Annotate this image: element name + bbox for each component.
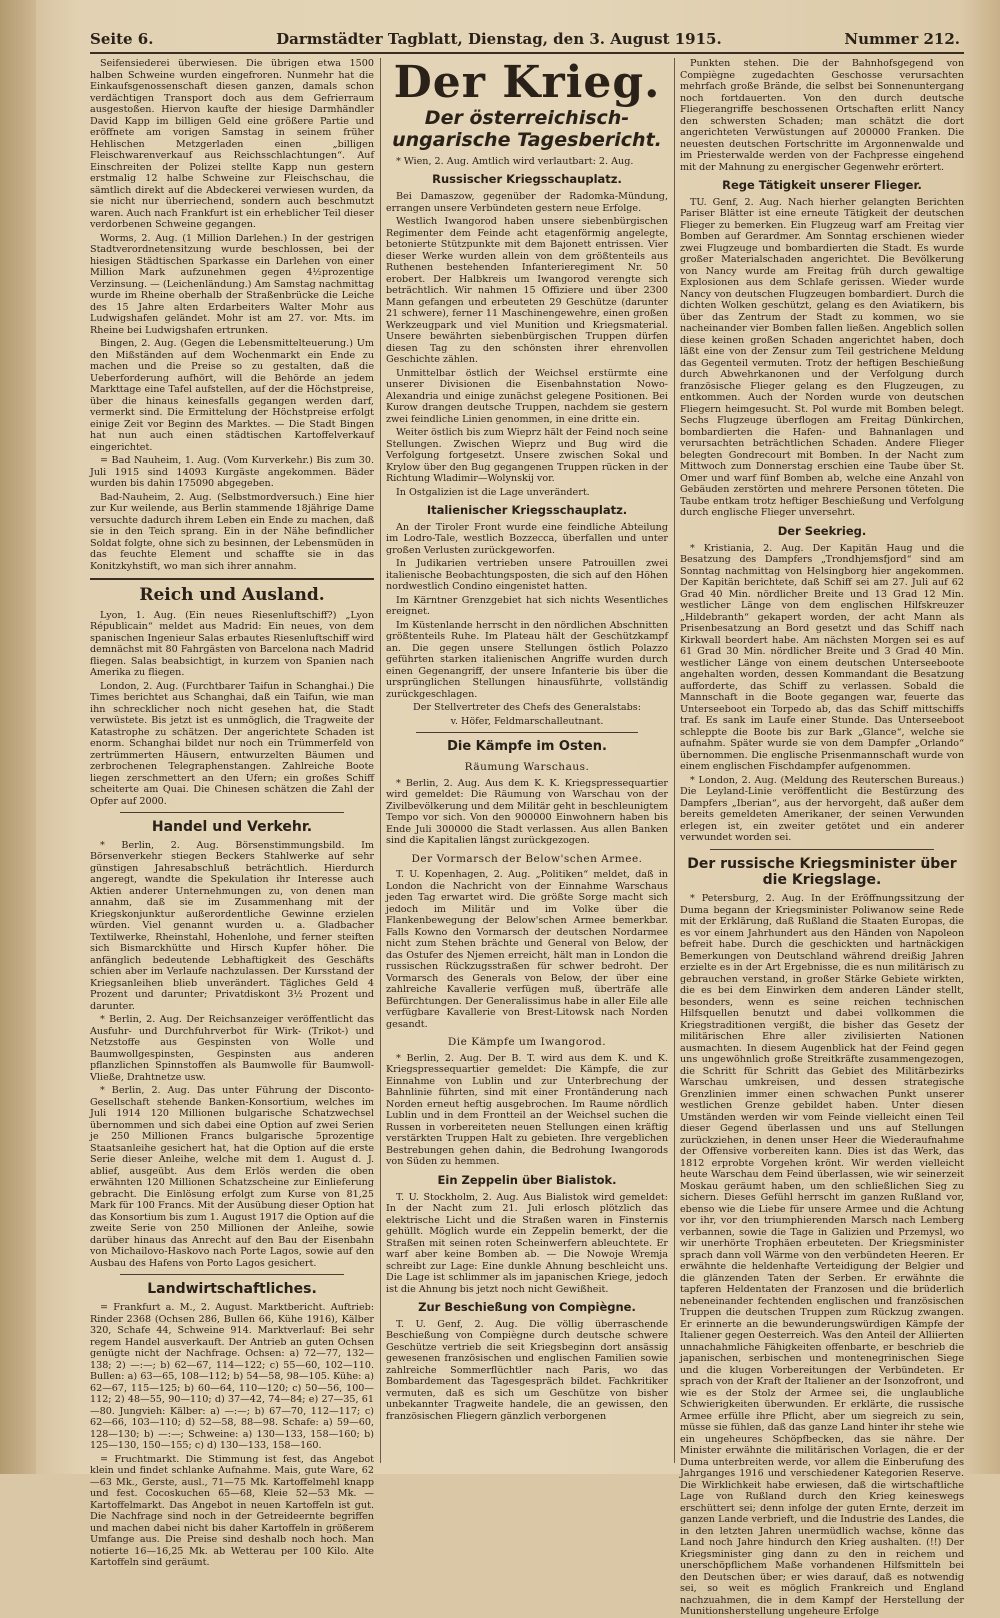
section-heading-russischer-kriegsminister: Der russische Kriegsminister über die Kriegslage. bbox=[687, 855, 957, 889]
column-middle bbox=[386, 58, 668, 1468]
section-heading-russischer-kriegsschauplatz: Russischer Kriegsschauplatz. bbox=[432, 172, 622, 187]
article-paragraph: * Berlin, 2. Aug. Das unter Führung der Disconto-Gesellschaft stehende Banken-Konsortium, welches im Juli 1914 120 Millionen bulgarische Schatzwechsel übernommen und sich dabei eine Option auf zwei Serien je 250 Millionen Francs bulgarische 5prozentige Staatsanleihe gesichert hat, hat die Option auf die erste Serie dieser Anleihe, welche mit dem 1. August d. J. ablief, ausgeübt. Aus dem Erlös werden die oben erwähnten 120 Millionen Schatzscheine zur Einlieferung gebracht. Die Einlösung erfolgt zum Kurse von 81,25 Mark für 100 Francs. Mit der Ausübung dieser Option hat das Konsortium bis zum 1. August 1917 die Option auf die zweite Serie von 250 Millionen der Anleihe, sowie darüber hinaus das Anrecht auf den Bau der Eisenbahn von Michailovo-Haskovo nach Porte Lagos, sowie auf den Ausbau des Hafens von Porto Lagos gesichert. bbox=[90, 1085, 374, 1269]
section-rule bbox=[90, 578, 374, 580]
article-paragraph: Bingen, 2. Aug. (Gegen die Lebensmittelteuerung.) Um den Mißständen auf dem Wochenmarkt ein Ende zu machen und die Preise so zu gestalten, daß die Ueberforderung aufhört, will die Behörde an jedem Markttage eine Tafel aufstellen, auf der die Höchstpreise, über die hinaus keinesfalls gegangen werden darf, vermerkt sind. Die Ermittelung der Höchstpreise erfolgt einige Zeit vor Beginn des Marktes. — Die Stadt Bingen hat nun auch einen städtischen Kartoffelverkauf eingerichtet. bbox=[90, 338, 374, 453]
page-number: Seite 6. bbox=[90, 30, 154, 48]
main-headline: Der Krieg. bbox=[393, 57, 661, 108]
section-rule bbox=[120, 1274, 344, 1275]
article-paragraph: Unmittelbar östlich der Weichsel erstürmte eine unserer Divisionen die Eisenbahnstation Nowo-Alexandria und einige zunächst gelegene Positionen. Bei Kurow drangen deutsche Truppen, nachdem sie gestern zwei feindliche Linien genommen, in eine dritte ein. bbox=[386, 367, 668, 425]
article-paragraph: TU. Genf, 2. Aug. Nach hierher gelangten Berichten Pariser Blätter ist eine erneute Tätigkeit der deutschen Flieger zu bemerken. Ein Flugzeug warf am Freitag vier Bomben auf Gerardmer. Am Sonntag erschienen wieder zwei Flugzeuge und bombardierten die Stadt. Es wurde großer Materialschaden angerichtet. Die Bevölkerung von Nancy wurde am Freitag früh durch gewaltige Explosionen aus dem Schlafe gerissen. Wieder wurde Nancy von deutschen Flugzeugen bombardiert. Durch die dichten Wolken geschützt, gelang es den Aviatikern, bis über das Zentrum der Stadt zu kommen, wo sie nacheinander vier Bomben fallen ließen. Angeblich sollen diese keinen großen Schaden angerichtet haben, doch läßt eine von der Zensur zum Teil gestrichene Meldung das Gegenteil vermuten. Trotz der heftigen Beschießung durch Abwehrkanonen und der Verfolgung durch französische Flieger gelang es den Flugzeugen, zu entkommen. Auch der Norden wurde von deutschen Fliegern heimgesucht. St. Pol wurde mit Bomben belegt. Sechs Flugzeuge überflogen am Freitag Dünkirchen, bombardierten die Hafen- und Bahnanlagen und verursachten beträchtlichen Schaden. Andere Flieger belegten Gondrecourt mit Bomben. In der Nacht zum Mittwoch zum Donnerstag erschien eine Taube über St. Omer und warf fünf Bomben ab, welche eine Anzahl von Gebäuden zerstörten und mehrere Personen töteten. Die Taube entkam trotz heftiger Beschießung und Verfolgung durch englische Flieger unversehrt. bbox=[680, 196, 964, 519]
article-paragraph: = Bad Nauheim, 1. Aug. (Vom Kurverkehr.) Bis zum 30. Juli 1915 sind 14093 Kurgäste angekommen. Bäder wurden bis dahin 175090 abgegeben. bbox=[90, 455, 374, 489]
issue-number: Nummer 212. bbox=[844, 30, 960, 48]
article-paragraph: * Kristiania, 2. Aug. Der Kapitän Haug und die Besatzung des Dampfers „Trondhjemsfjord“ sind am Sonntag nachmittag von Helsingborg hier angekommen. Der Kapitän berichtete, daß Schiff sei am 27. Juli auf 62 Grad 40 Min. nördlicher Breite und 13 Grad 12 Min. westlicher Länge von dem englischen Hilfskreuzer „Hildebranth“ gekapert worden, der acht Mann als Prisenbesatzung an Bord gesetzt und das Schiff nach Kirkwall beordert habe. Am nächsten Morgen sei es auf 61 Grad 30 Min. nördlicher Breite und 3 Grad 40 Min. westlicher Länge von einem deutschen Unterseeboote angehalten worden, dessen Kommandant die Besatzung aufforderte, das Schiff zu verlassen. Sobald die Mannschaft in die Boote gegangen war, feuerte das Unterseeboot ein Torpedo ab, das das Schiff mittschiffs traf. Es sank im Laufe einer Stunde. Das Unterseeboot schleppte die Boote bis zur Bark „Glance“, welche sie aufnahm. Später wurde sie von dem Dampfer „Orlando“ übernommen. Die englische Prisenmannschaft wurde von einem englischen Fischdampfer aufgenommen. bbox=[680, 542, 964, 773]
column-divider bbox=[674, 58, 675, 1463]
article-paragraph: T. U. Stockholm, 2. Aug. Aus Bialistok wird gemeldet: In der Nacht zum 21. Juli erlosch plötzlich das elektrische Licht und die Straßen waren in Finsternis gehüllt. Möglich wurde ein Zeppelin bemerkt, der die Straßen mit seinen roten Scheinwerfern ableuchtete. Er warf aber keine Bomben ab. — Die Nowoje Wremja schreibt zur Lage: Eine dunkle Ahnung beschleicht uns. Die Lage ist schlimmer als im japanischen Kriege, jedoch ist die Ahnung bis jetzt noch nicht Gewißheit. bbox=[386, 1191, 668, 1295]
article-paragraph: Im Küstenlande herrscht in den nördlichen Abschnitten größtenteils Ruhe. Im Plateau hält der Geschützkampf an. Die gegen unsere Stellungen östlich Polazzo geführten starken italienischen Angriffe wurden durch einen Gegenangriff, der unsere Infanterie bis über die ursprünglichen Stellungen hinausführte, vollständig zurückgeschlagen. bbox=[386, 619, 668, 700]
section-heading-landwirtschaftliches: Landwirtschaftliches. bbox=[147, 1281, 317, 1298]
article-paragraph: * Berlin, 2. Aug. Börsenstimmungsbild. Im Börsenverkehr stiegen Beckers Stahlwerke auf sehr günstigen Jahresabschluß beträchtlich. Hierdurch angeregt, wandte die Spekulation ihr Interesse auch Aktien anderer Unternehmungen zu, von denen man annahm, daß sie im Zusammenhang mit der Kriegskonjunktur außerordentliche Gewinne erzielen würden. Viel genannt wurden u. a. Gladbacher Textilwerke, Rheinstahl, Hohenlohe, und ferner steiften sich Bismarckhütte und Hirsch Kupfer höher. Die anfänglich bedeutende Lebhaftigkeit des Geschäfts schien aber im Verlaufe nachzulassen. Der Kursstand der Kriegsanleihen blieb unverändert. Tägliches Geld 4 Prozent und darunter; Privatdiskont 3½ Prozent und darunter. bbox=[90, 839, 374, 1012]
article-paragraph: An der Tiroler Front wurde eine feindliche Abteilung im Lodro-Tale, westlich Bozzecca, überfallen und unter großen Verlusten zurückgeworfen. bbox=[386, 521, 668, 556]
article-paragraph: * London, 2. Aug. (Meldung des Reuterschen Bureaus.) Die Leyland-Linie veröffentlicht die Bestürzung des Dampfers „Iberian“, aus der hervorgeht, daß außer dem bereits gemeldeten Amerikaner, der seinen Verwunden erlegen ist, ein zweiter getötet und ein anderer verwundet worden sei. bbox=[680, 774, 964, 844]
sub-heading-vormarsch-below: Der Vormarsch der Below'schen Armee. bbox=[411, 852, 643, 865]
section-heading-kaempfe-im-osten: Die Kämpfe im Osten. bbox=[447, 739, 607, 755]
article-paragraph: T. U. Genf, 2. Aug. Die völlig überraschende Beschießung von Compiègne durch deutsche schwere Geschütze vertrieb die seit Kriegsbeginn dort ansässig gewesenen französischen und englischen Familien sowie zahlreiche Sommerflüchtler nach Paris, wo das Bombardement das Tagesgespräch bildet. Fachkritiker vermuten, daß es sich um Geschütze von bisher unbekannter Tragweite handele, die an gewissen, den französischen Fliegern gänzlich verborgenen bbox=[386, 1318, 668, 1422]
article-paragraph: Lyon, 1. Aug. (Ein neues Riesenluftschiff?) „Lyon Républicain“ meldet aus Madrid: Ein neues, von dem spanischen Ingenieur Salas erbautes Riesenluftschiff wird demnächst mit 80 Fahrgästen von Barcelona nach Madrid fliegen. Salas beabsichtigt, in kurzem von Spanien nach Amerika zu fliegen. bbox=[90, 609, 374, 679]
article-paragraph: * Petersburg, 2. Aug. In der Eröffnungssitzung der Duma begann der Kriegsminister Poliwanow seine Rede mit der Erklärung, daß Rußland die Staaten Europas, die es vor einem Jahrhundert aus den Händen von Napoleon befreit habe. Durch die geschickten und hartnäckigen Bemerkungen von Deutschland während dreißig Jahren erzielte es in der Art Ergebnisse, die es nun militärisch zu gebrauchen verstand, in großer Stärke Gebiete wirkten, die es bei dem Einwirken dem anderen Länder stellt, besonders, wenn es seine reichen technischen Hilfsquellen benutzt und dabei vollkommen die Kriegstraditionen vergißt, die bisher das Gesetz der militärischen Ehre aller zivilisierten Nationen ausmachten. In diesem Augenblick hat der Feind gegen uns ungewöhnlich große Streitkräfte zusammengezogen, die Schritt für Schritt das Gebiet des Militärbezirks Warschau umkreisen, und dessen strategische Grenzlinien immer einen schwachen Punkt unserer westlichen Grenze gebildet haben. Unter diesen Umständen werden wir vom Feinde vielleicht einen Teil dieser Gegend überlassen und uns auf Stellungen zurückziehen, in denen unser Heer die Wiederaufnahme der Offensive vorbereiten kann. Dies ist das Werk, das 1812 erprobte Vorgehen krönt. Wir werden vielleicht heute Warschau dem Feind überlassen, wie wir seinerzeit Moskau geräumt haben, um den schließlichen Sieg zu sichern. Dieses Gefühl herrscht im ganzen Rußland vor, ebenso wie die Liebe für unsere Armee und die Achtung vor ihr, vor den triumphierenden Marsch nach Lemberg verbannen, sowie die Tage in Galizien und Przemysl, wo wir unerhörte Trophäen erbeuteten. Der Kriegsminister sprach dann voll Wärme von den verbündeten Heeren. Er erwähnte die heldenhafte Verteidigung der Belgier und die glänzenden Taten der Serben. Er erwähnte die tapferen Heldentaten der Franzosen und die brüderlich nebeneinander fechtenden englischen und französischen Truppen die deutschen Truppen zum Rückzug zwangen. Er erinnerte an die bewunderungswürdigen Kämpfe der Italiener gegen Oesterreich. Was den Anteil der Alliierten unnachahmliche Fähigkeiten offenbarte, er beschrieb die japanischen, serbischen und montenegrinischen Siege und die klugen Vorbereitungen der Verbündeten. Er sprach von der Kraft der Italiener an der Isonzofront, und wie es der Stolz der Armee sei, die unglaubliche Schwierigkeiten überwunden. Er erklärte, die russische Armee erfülle ihre Pflicht, aber um siegreich zu sein, müsse sie fühlen, daß das ganze Land hinter ihr stehe wie ein ungeheures Schöpfbecken, das sie nähre. Der Minister erwähnte die militärischen Vorlagen, die er der Duma unterbreiten werde, vor allem die Einberufung des Jahrganges 1916 und verschiedener Kategorien Reserve. Die Wirklichkeit habe erwiesen, daß die wirtschaftliche Lage von Rußland durch den Krieg keineswegs erschüttert sei; denn infolge der guten Ernte, derzeit im ganzen Lande verbrieft, und die Industrie des Landes, die in den letzten Jahren unermüdlich wachse, könne das Land noch Jahre hindurch den Krieg aushalten. (!!) Der Kriegsminister ging dann zu den in reichem und unerschöpflichem Maße vorhandenen Hilfsmitteln bei den Deutschen über; er wies darauf, daß es notwendig sei, so weit es möglich Frankreich und England nachzuahmen, die in dem Kampf der Herstellung der Munitionsherstellung ungeheure Erfolge bbox=[680, 893, 964, 1618]
article-paragraph: Westlich Iwangorod haben unsere siebenbürgischen Regimenter dem Feinde acht etagenförmig angelegte, betonierte Stützpunkte mit dem Bajonett entrissen. Vier dieser Werke wurden allein von dem größtenteils aus Ruthenen bestehenden Infanterieregiment Nr. 50 erobert. Der Halbkreis um Iwangorod verengte sich beträchtlich. Wir nahmen 15 Offiziere und über 2300 Mann gefangen und erbeuteten 29 Geschütze (darunter 21 schwere), ferner 11 Maschinengewehre, einen großen Werkzeugpark und viel Munition und Kriegsmaterial. Unsere bewährten siebenbürgischen Truppen dürfen diesen Tag zu den schönsten ihrer ehrenvollen Geschichte zählen. bbox=[386, 216, 668, 366]
section-heading-handel-verkehr: Handel und Verkehr. bbox=[151, 819, 313, 836]
section-heading-reich-ausland: Reich und Ausland. bbox=[139, 585, 325, 605]
article-paragraph: Bad-Nauheim, 2. Aug. (Selbstmordversuch.) Eine hier zur Kur weilende, aus Berlin stammende 18jährige Dame versuchte dadurch ihrem Leben ein Ende zu machen, daß sie in den Teich sprang. Ein in der Nähe befindlicher Soldat folgte, ohne sich zu besinnen, der Lebensmüden in das feuchte Element und schaffte sie in das Konitzkyhstift, wo man sich ihrer annahm. bbox=[90, 491, 374, 572]
sub-heading-raeumung-warschaus: Räumung Warschaus. bbox=[464, 761, 590, 774]
signature-line: Der Stellvertreter des Chefs des Generalstabs: bbox=[413, 702, 641, 714]
article-paragraph: * Berlin, 2. Aug. Der B. T. wird aus dem K. und K. Kriegspressequartier gemeldet: Die Kämpfe, die zur Einnahme von Lublin und zur Unterbrechung der Bahnlinie führten, sind mit einer Frontänderung nach Norden erneut heftig ausgebrochen. Im Raume nördlich Lublin und in dem Frontteil an der Weichsel suchen die Russen in vorbereiteten neuen Stellungen einen kräftig verstärkten Truppen Halt zu gebieten. Ihre vergeblichen Bestrebungen gehen dahin, die Bedrohung Iwangorods von Süden zu hemmen. bbox=[386, 1052, 668, 1168]
article-paragraph: Worms, 2. Aug. (1 Million Darlehen.) In der gestrigen Stadtverordnetensitzung wurde beschlossen, bei der hiesigen Städtischen Sparkasse ein Darlehen von einer Million Mark aufzunehmen gegen 4½prozentige Verzinsung. — (Leichenländung.) Am Samstag nachmittag wurde im Rheine oberhalb der Straßenbrücke die Leiche des 15 Jahre alten Erdarbeiters Walter Mohr aus Ludwigshafen geländet. Mohr ist am 27. vor. Mts. im Rheine bei Ludwigshafen ertrunken. bbox=[90, 232, 374, 336]
sub-headline: Der österreichisch-ungarische Tagesbericht. bbox=[392, 107, 662, 152]
signature-name: v. Höfer, Feldmarschalleutnant. bbox=[450, 715, 604, 727]
masthead-rule bbox=[90, 52, 964, 54]
section-heading-beschiessung-compiegne: Zur Beschießung von Compiègne. bbox=[418, 1300, 636, 1315]
column-right bbox=[680, 58, 964, 1618]
section-rule bbox=[710, 849, 934, 850]
masthead bbox=[90, 28, 960, 50]
column-left bbox=[90, 58, 374, 1569]
article-paragraph: = Fruchtmarkt. Die Stimmung ist fest, das Angebot klein und findet schlanke Aufnahme. Mais, gute Ware, 62—63 Mk., Gerste, ausl., 71—75 Mk. Kartoffelmehl knapp und fest. Cocoskuchen 65—68, Kleie 52—53 Mk. — Kartoffelmarkt. Das Angebot in neuen Kartoffeln ist gut. Die Nachfrage sind noch in der Getreideernte begriffen und machen dabei nicht bis daher Kartoffeln in größerem Umfange aus. Die Preise sind deshalb noch hoch. Man notierte 16—16,25 Mk. ab Wetterau per 100 Kilo. Alte Kartoffeln sind geräumt. bbox=[90, 1453, 374, 1569]
article-paragraph: In Ostgalizien ist die Lage unverändert. bbox=[396, 486, 590, 498]
section-rule bbox=[120, 812, 344, 813]
article-paragraph: In Judikarien vertrieben unsere Patrouillen zwei italienische Beobachtungsposten, die sich auf den Höhen nordwestlich Condino eingenistet hatten. bbox=[386, 558, 668, 593]
sub-heading-kaempfe-iwangorod: Die Kämpfe um Iwangorod. bbox=[447, 1036, 607, 1049]
article-paragraph: Seifensiederei überwiesen. Die übrigen etwa 1500 halben Schweine wurden eingefroren. Nunmehr hat die Einkaufsgenossenschaft diesen ganzen, damals schon verdächtigen Transport doch aus dem Gefrierraum ausgestoßen. Hiervon kaufte der hiesige Darmhändler David Kapp im billigen Geld eine größere Partie und eröffnete am vorigen Samstag in seinem früher Hehlischen Metzgerladen einen „billigen Fleischwarenverkauf aus Reichsschlachtungen“. Auf Einschreiten der Polizei stellte Kapp nun gestern erstmalig 12 halbe Schweine zur Fleischschau, die sämtlich direkt auf die Abdeckerei verwiesen wurden, da sie nicht nur überriechend, sondern auch beschmutzt waren. Auch nach Frankfurt ist ein erheblicher Teil dieser verdorbenen Schweine gegangen. bbox=[90, 58, 374, 230]
market-report-paragraph: = Frankfurt a. M., 2. August. Marktbericht. Auftrieb: Rinder 2368 (Ochsen 286, Bullen 66, Kühe 1916), Kälber 320, Schafe 44, Schweine 914. Marktverlauf: Bei sehr regem Handel ausverkauft. Der Antrieb an guten Ochsen genügte nicht der Nachfrage. Ochsen: a) 72—77, 132—138; 2) —:—; b) 62—67, 114—122; c) 55—60, 102—110. Bullen: a) 63—65, 108—112; b) 54—58, 98—105. Kühe: a) 62—67, 115—125; b) 60—64, 110—120; c) 50—56, 100—112; 2) 48—55, 90—110; d) 37—42, 74—84; e) 27—35, 61—80. Jungvieh: Kälber: a) —:—; b) 67—70, 112—117; c) 62—66, 103—110; d) 52—58, 88—98. Schafe: a) 59—60, 128—130; b) —:—; Schweine: a) 130—133, 158—160; b) 125—130, 150—155; c) d) 130—133, 158—160. bbox=[90, 1302, 374, 1452]
article-paragraph: * Berlin, 2. Aug. Der Reichsanzeiger veröffentlicht das Ausfuhr- und Durchfuhrverbot für Wirk- (Trikot-) und Netzstoffe aus Gespinsten von Wolle und Baumwollgespinsten, Gespinsten aus anderen pflanzlichen Spinnstoffen als Baumwolle für Baumwoll-Vließe, Drahtnetze usw. bbox=[90, 1014, 374, 1083]
article-paragraph: Im Kärntner Grenzgebiet hat sich nichts Wesentliches ereignet. bbox=[386, 594, 668, 618]
article-paragraph: * Berlin, 2. Aug. Aus dem K. K. Kriegspressequartier wird gemeldet: Die Räumung von Warschau von der Zivilbevölkerung und dem Militär geht in beschleunigtem Tempo vor sich. Von den 900000 Einwohnern haben bis Ende Juli 300000 die Stadt verlassen. Aus allen Banken sind die Kapitalien längst zurückgezogen. bbox=[386, 777, 668, 847]
section-heading-italienischer-kriegsschauplatz: Italienischer Kriegsschauplatz. bbox=[426, 503, 628, 518]
page-binding-edge bbox=[0, 0, 36, 1474]
article-paragraph: * Wien, 2. Aug. Amtlich wird verlautbart: 2. Aug. bbox=[396, 155, 634, 167]
section-heading-zeppelin-bialistok: Ein Zeppelin über Bialistok. bbox=[437, 1172, 617, 1187]
article-paragraph: Bei Damaszow, gegenüber der Radomka-Mündung, errangen unsere Verbündeten gestern neue Erfolge. bbox=[386, 191, 668, 214]
newspaper-title-date: Darmstädter Tagblatt, Dienstag, den 3. August 1915. bbox=[276, 30, 722, 48]
article-paragraph: T. U. Kopenhagen, 2. Aug. „Politiken“ meldet, daß in London die Nachricht von der Einnahme Warschaus jeden Tag erwartet wird. Die größte Sorge macht sich jedoch im Militär und im Volke über die Flankenbewegung der Below'schen Armee bemerkbar. Falls Kowno den Vormarsch der deutschen Nordarmee nicht zum Stehen brächte und General von Below, der das Ostufer des Njemen erreicht, hält man in London die russischen Rückzugsstraßen für schwer bedroht. Der Vormarsch des Generals von Below, der über eine zahlreiche Kavallerie verfügen muß, überträfe alle Befürchtungen. Der Generalissimus habe in aller Eile alle verfügbare Kavallerie von Brest-Litowsk nach Norden gesandt. bbox=[386, 869, 668, 1030]
article-paragraph: Punkten stehen. Die der Bahnhofsgegend von Compiègne zugedachten Geschosse verursachten mehrfach große Brände, die selbst bei Sonnenuntergang noch fortdauerten. Von den durch deutsche Fliegerangriffe beschossenen Ortschaften erlitt Nancy den schwersten Schaden; man schätzt die dort angerichteten Verwüstungen auf 200000 Franken. Die neuesten deutschen Fortschritte im Argonnenwalde und im Priesterwalde werden von der Fachpresse eingehend mit der Mahnung zu energischer Gegenwehr erörtert. bbox=[680, 58, 964, 173]
section-rule bbox=[416, 732, 638, 733]
article-paragraph: London, 2. Aug. (Furchtbarer Taifun in Schanghai.) Die Times berichtet aus Schanghai, daß ein Taifun, wie man ihn schrecklicher noch nicht gesehen hat, die Stadt verwüstete. Bis jetzt ist es unmöglich, die Tragweite der Katastrophe zu schätzen. Der angerichtete Schaden ist enorm. Schanghai bildet nur noch ein Trümmerfeld von zertrümmerten Häusern, entwurzelten Bäumen und zerbrochenen Telegraphenstangen. Zahlreiche Boote liegen zerschmettert an den Ufern; ein großes Schiff scheiterte am Quai. Die Chinesen schätzen die Zahl der Opfer auf 2000. bbox=[90, 680, 374, 807]
section-heading-seekrieg: Der Seekrieg. bbox=[777, 523, 867, 538]
article-paragraph: Weiter östlich bis zum Wieprz hält der Feind noch seine Stellungen. Zwischen Wieprz und Bug wird die Verfolgung fortgesetzt. Unsere zwischen Sokal und Krylow über den Bug gegangenen Truppen rücken in der Richtung Wladimir—Wolynskij vor. bbox=[386, 427, 668, 485]
column-divider bbox=[380, 58, 381, 1463]
section-heading-rege-taetigkeit-flieger: Rege Tätigkeit unserer Flieger. bbox=[722, 178, 922, 192]
